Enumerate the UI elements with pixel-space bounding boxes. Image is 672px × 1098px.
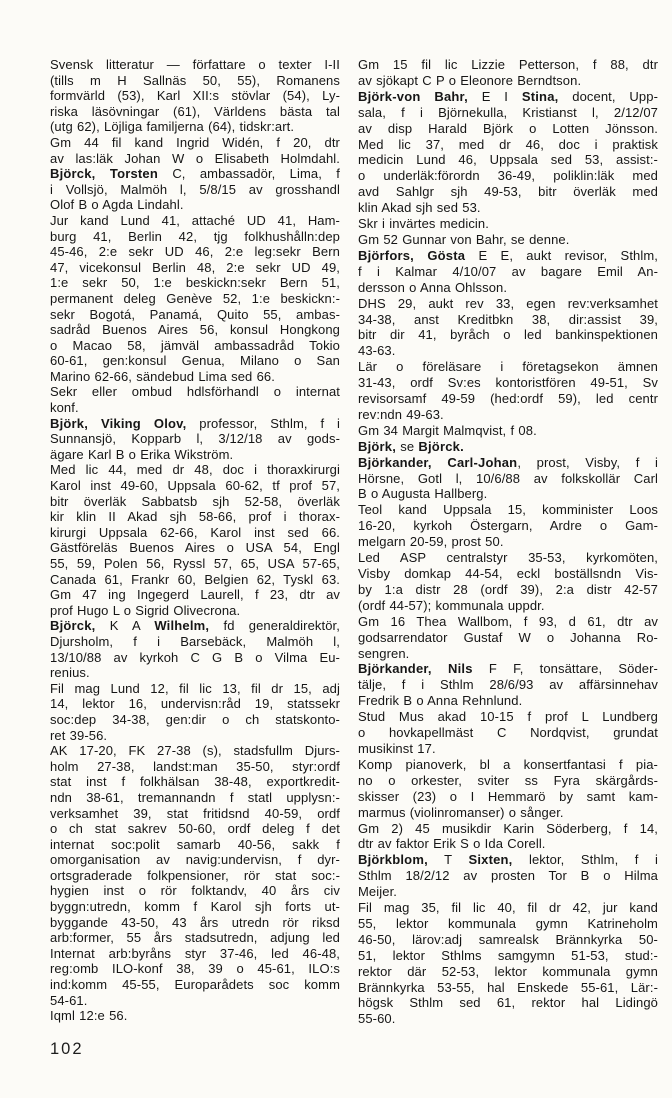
text-line: ägare Karl B o Erika Wikström. (50, 446, 234, 462)
text-line: Fil mag 35, fil lic 40, fil dr 42, jur kand (358, 900, 658, 916)
text-line: burg 41, Berlin 42, tjg folkhushålln:dep (50, 228, 340, 244)
text-line: Led ASP centralstyr 35-53, kyrkomöten, (358, 550, 658, 566)
text-line: omorganisation av navig:undervisn, f dyr- (50, 852, 340, 868)
column-right (358, 57, 658, 1027)
text-line: 16-20, kyrkoh Östergarn, Ardre o Gam- (358, 518, 658, 534)
text-line: prof Hugo L o Sigrid Olivecrona. (50, 602, 241, 618)
text-line: ret 39-56. (50, 727, 108, 743)
text-line: 45-46, 2:e sekr UD 46, 2:e leg:sekr Bern (50, 244, 340, 260)
text-line: 60-61, gen:konsul Genua, Milano o San (50, 353, 340, 369)
text-line: verksamhet 39, stat fritidsnd 40-59, ordf (50, 805, 340, 821)
entry-name: Björk, Viking Olov, (50, 415, 187, 431)
text-line: musikinst 17. (358, 740, 436, 756)
text-line: 47, vicekonsul Berlin 48, 2:e sekr UD 49, (50, 259, 340, 275)
text-line: bitr överläk Sabbatsb sjh 52-58, överläk (50, 493, 340, 509)
text-line: o underläk:förordn 36-49, poliklin:läk med (358, 168, 658, 184)
text-line: Gm 15 fil lic Lizzie Petterson, f 88, dtr (358, 57, 658, 72)
text-line: 31-43, ordf Sv:es kontoristfören 49-51, Sv (358, 375, 658, 391)
text-line: Internat arb:byråns styr 37-46, led 46-48, (50, 945, 340, 961)
text-line: Stud Mus akad 10-15 f prof L Lundberg (358, 709, 658, 725)
text-line: Gm 16 Thea Wallbom, f 93, d 61, dtr av (358, 613, 658, 629)
text-line: Gm 52 Gunnar von Bahr, se denne. (358, 231, 570, 247)
column-left (50, 57, 340, 1024)
text-line: Björk-von Bahr, E I Stina, docent, Upp- (358, 88, 659, 104)
text-line: Komp pianoverk, bl a konsertfantasi f pia- (358, 756, 658, 772)
text-line: 13/10/88 av kyrkoh C G B o Vilma Eu- (50, 649, 340, 665)
text-line: no o orkester, sviter ss Fyra skärgårds- (358, 772, 658, 788)
text-line: av sjökapt C P o Eleonore Berndtson. (358, 72, 582, 88)
text-line: 46-50, lärov:adj samrealsk Brännkyrka 50- (358, 931, 658, 947)
text-line: kir klin II Akad sjh 58-66, prof i thorax- (50, 509, 340, 525)
text-line: Gm 34 Margit Malmqvist, f 08. (358, 422, 537, 438)
text-line: by 1:a distr 28 (ordf 39), 2:a distr 42-57 (358, 581, 658, 597)
text-line: o hovkapellmäst C Nordqvist, grundat (358, 725, 658, 741)
text-line: (tills m H Sallnäs 50, 55), Romanens (50, 72, 340, 88)
text-line: i Vollsjö, Malmöh l, 5/8/15 av grosshandl (50, 181, 340, 197)
text-line: 14, lektor 16, undervisn:råd 19, statssekr (50, 696, 340, 712)
text-line: internat soc:polit samarb 40-56, sakk f (50, 836, 340, 852)
text-line: marmus (violinromanser) o sånger. (358, 804, 564, 820)
text-line: Gm 44 fil kand Ingrid Widén, f 20, dtr (50, 134, 340, 150)
text-line: o Macao 58, jämväl ambassadråd Tokio (50, 337, 340, 353)
text-line: 55, 59, Polen 56, Ryssl 57, 65, USA 57-65, (50, 556, 340, 571)
text-line: Brännkyrka 53-55, hal Enskede 55-61, Lär:- (358, 979, 658, 995)
text-line: stat inst f folkhälsan 38-48, exportkredit- (50, 774, 340, 790)
text-line: Karol inst 49-60, Uppsala 60-62, tf prof 57, (50, 478, 340, 494)
text-line: sengren. (358, 645, 410, 661)
text-line: 54-61. (50, 992, 88, 1008)
text-line: soc:dep 34-38, gen:dir o ch statskonto- (50, 711, 340, 727)
text-line: dtr av faktor Erik S o Ida Corell. (358, 836, 546, 852)
text-line: Gm 2) 45 musikdir Karin Söderberg, f 14, (358, 820, 658, 836)
text-line: klin Akad sjh sed 53. (358, 200, 481, 216)
text-line: 55, lektor kommunala gymn Katrineholm (358, 915, 658, 931)
text-line: 43-63. (358, 343, 396, 359)
page-number: 102 (50, 1040, 84, 1058)
entry-name: Björck, (50, 618, 96, 634)
text-line: sala, f i Björnekulla, Kristianst l, 2/12/07 (358, 104, 658, 120)
text-line: holm 27-38, landst:man 35-50, styr:ordf (50, 758, 340, 774)
text-line: Gm 47 ing Ingegerd Laurell, f 23, dtr av (50, 587, 340, 603)
entry-name: Björfors, Gösta (358, 247, 466, 263)
text-line: (ordf 44-57); kommunala uppdr. (358, 597, 545, 613)
text-line: Gästföreläs Buenos Aires o USA 54, Engl (50, 540, 340, 556)
entry-name: Björck, Torsten (50, 166, 158, 182)
text-line: medicin Lund 46, Uppsala sed 53, assist:- (358, 152, 658, 168)
text-line: DHS 29, aukt rev 33, egen rev:verksamhet (358, 295, 658, 311)
text-line: sekr Bogotá, Panamá, Quito 55, ambas- (50, 306, 340, 322)
text-line: Björck, Torsten C, ambassadör, Lima, f (50, 166, 340, 182)
text-line: Sekr eller ombud hdlsförhandl o internat (50, 384, 340, 400)
text-line: 34-38, anst Kreditbkn 38, dir:assist 39, (358, 311, 658, 327)
text-line: Hörsne, Gotl l, 10/6/88 av folkskollär Carl (358, 470, 658, 486)
text-line: Björck, K A Wilhelm, fd generaldirektör, (50, 618, 340, 634)
text-line: Marino 62-66, sändebud Lima sed 66. (50, 368, 275, 384)
text-line: permanent deleg Genève 52, 1:e beskickn:- (50, 290, 340, 306)
entry-name: Björkander, Nils (358, 661, 473, 677)
text-line: 51, lektor Sthlms samgymn 51-53, stud:- (358, 947, 658, 963)
text-line: Med lic 44, med dr 48, doc i thoraxkirurgi (50, 462, 340, 478)
text-line: byggande 43-50, 43 års utredn rör riksd (50, 914, 340, 930)
entry-name: Björkblom, (358, 852, 428, 868)
text-line: Jur kand Lund 41, attaché UD 41, Ham- (50, 212, 340, 228)
entry-name: Björk-von Bahr, (358, 88, 468, 104)
text-line: Skr i invärtes medicin. (358, 216, 489, 232)
text-line: av disp Harald Björk o Lotten Jönsson. (358, 120, 658, 136)
text-line: godsarrendator Gustaf W o Johanna Ro- (358, 629, 658, 645)
text-line: avd Sahlgr sjh 49-53, bitr överläk med (358, 184, 658, 200)
text-line: Med lic 37, med dr 46, doc i praktisk (358, 136, 658, 152)
text-line: Björk, Viking Olov, professor, Sthlm, f i (50, 415, 341, 431)
text-line: konf. (50, 400, 79, 416)
text-line: Djursholm, f i Barsebäck, Malmöh l, (50, 633, 340, 649)
text-line: Björkblom, T Sixten, lektor, Sthlm, f i (358, 852, 658, 868)
text-line: Meijer. (358, 884, 397, 900)
text-line: (utg 62), Löjliga familjerna (64), tidskr:art. (50, 119, 295, 135)
text-line: ind:komm 45-55, Europarådets soc komm (50, 977, 340, 993)
entry-name: Sixten, (468, 852, 513, 868)
text-line: Fil mag Lund 12, fil lic 13, fil dr 15, adj (50, 680, 340, 696)
text-line: hygien inst o rör folktandv, 40 års civ (50, 883, 340, 899)
text-line: ndn 38-61, tremannandn f statl upplysn:- (50, 789, 340, 805)
text-line: 55-60. (358, 1011, 396, 1027)
text-line: rev:ndn 49-63. (358, 406, 444, 422)
text-line: Sthlm 18/2/12 av prosten Tor B o Hilma (358, 868, 658, 884)
text-line: Lär o föreläsare i företagsekon ämnen (358, 359, 658, 375)
text-line: melgarn 20-59, prost 50. (358, 534, 504, 550)
text-line: arb:former, 55 års stadsutredn, adjung led (50, 930, 340, 946)
text-line: sadråd Buenos Aires 56, konsul Hongkong (50, 322, 340, 338)
text-line: skisser (23) o I Hemmarö by samt kam- (358, 788, 658, 804)
text-line: Björfors, Gösta E E, aukt revisor, Sthlm, (358, 247, 658, 263)
text-line: B o Augusta Hallberg. (358, 486, 488, 502)
text-line: dersson o Anna Ohlsson. (358, 279, 508, 295)
text-line: Fredrik B o Anna Rehnlund. (358, 693, 523, 709)
entry-name: Stina, (521, 88, 559, 104)
entry-name: Björkander, Carl-Johan (358, 454, 518, 470)
text-line: formvärld (53), Karl XII:s stövlar (54), Ly- (50, 88, 340, 104)
text-line: kirurgi Uppsala 62-66, Karol inst sed 66. (50, 524, 340, 540)
text-line: Olof B o Agda Lindahl. (50, 197, 184, 213)
text-line: Björk, se Björck. (358, 438, 464, 454)
text-line: Iqml 12:e 56. (50, 1008, 128, 1024)
text-line: Svensk litteratur — författare o texter I-II (50, 57, 340, 72)
text-line: 1:e sekr 50, 1:e beskickn:sekr Bern 51, (50, 275, 340, 291)
text-line: Björkander, Carl-Johan, prost, Visby, f i (358, 454, 658, 470)
text-line: AK 17-20, FK 27-38 (s), stadsfullm Djurs- (50, 743, 340, 759)
entry-name: Björck. (418, 438, 464, 454)
text-line: bitr dir 41, byråch o led bankinspektionen (358, 327, 658, 343)
text-line: högsk Sthlm sed 61, rektor hal Lidingö (358, 995, 658, 1011)
text-line: riska läsövningar (61), Världens bästa tal (50, 103, 340, 119)
text-line: revisorsamf 49-59 (hed:ordf 59), led centr (358, 391, 658, 407)
text-line: av las:läk Johan W o Elisabeth Holmdahl. (50, 150, 340, 166)
text-line: byggn:utredn, komm f Karol sjh forts ut- (50, 899, 340, 915)
text-line: Sunnansjö, Kopparb l, 3/12/18 av gods- (50, 431, 340, 447)
text-line: Canada 61, Frankr 60, Belgien 62, Tyskl 63. (50, 571, 340, 587)
entry-name: Björk, (358, 438, 397, 454)
text-line: renius. (50, 665, 90, 681)
text-line: ortsgraderade folkpensioner, rör stat soc:- (50, 867, 340, 883)
text-line: o ch stat sakrev 50-60, ordf deleg f det (50, 821, 340, 837)
text-line: Björkander, Nils F F, tonsättare, Söder- (358, 661, 658, 677)
text-line: Visby domkap 44-54, eckl boställsndn Vis- (358, 566, 658, 581)
text-line: tälje, f i Sthlm 28/6/93 av affärsinnehav (358, 677, 658, 693)
text-line: reg:omb ILO-konf 38, 39 o 45-61, ILO:s (50, 961, 340, 977)
entry-name: Wilhelm, (154, 618, 210, 634)
text-line: f i Kalmar 4/10/07 av bagare Emil An- (358, 263, 658, 279)
text-line: rektor där 52-53, lektor kommunala gymn (358, 963, 658, 979)
text-line: Teol kand Uppsala 15, komminister Loos (358, 502, 658, 518)
